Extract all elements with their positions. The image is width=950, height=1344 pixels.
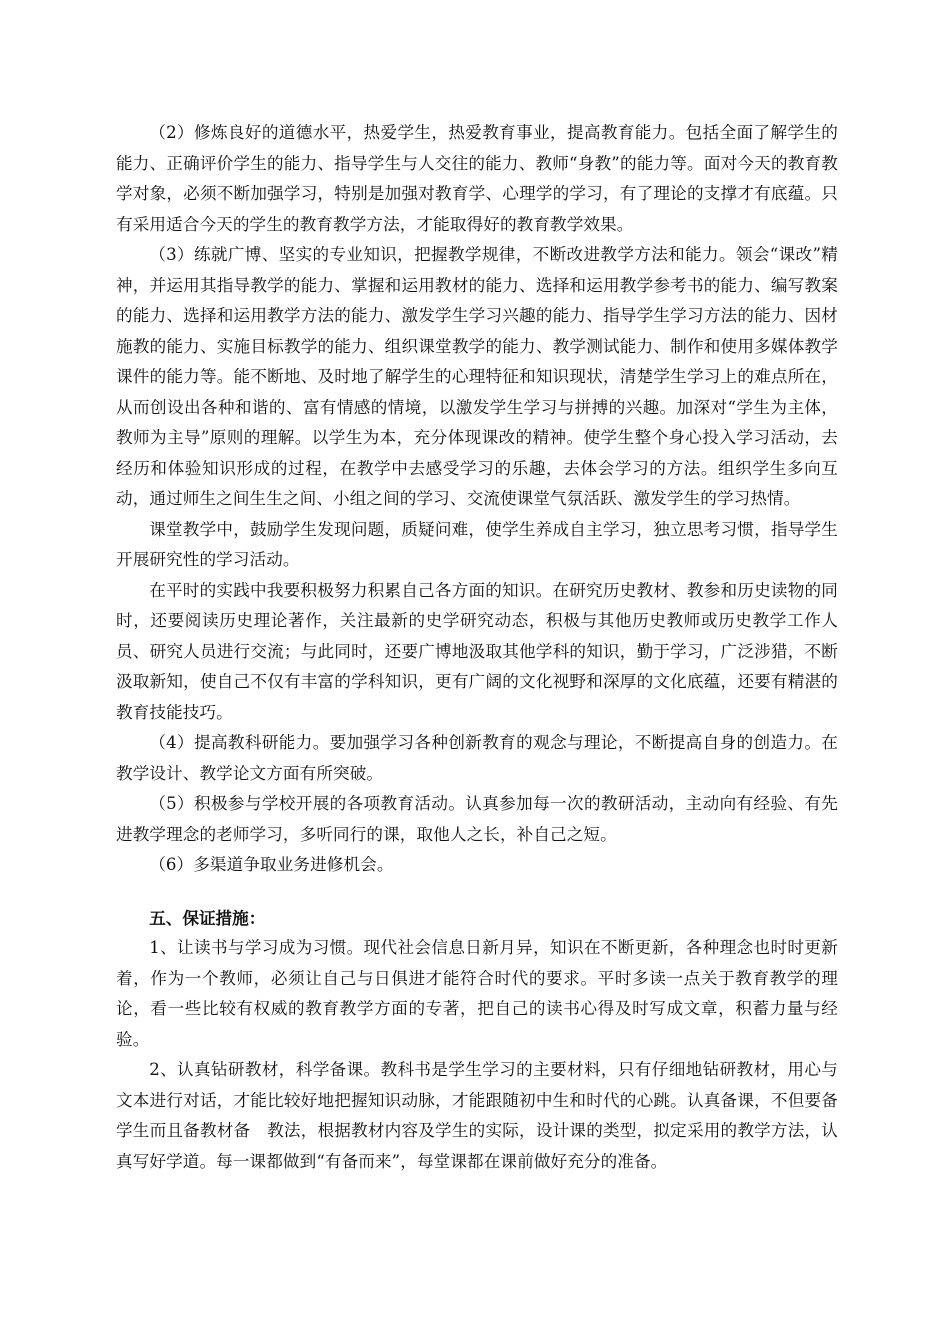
paragraph-ability-2: （2）修炼良好的道德水平，热爱学生，热爱教育事业，提高教育能力。包括全面了解学生的能力、正确评价学生的能力、指导学生与人交往的能力、教师“身教”的能力等。面对今天的教育教学对象，必须不断加强学习，特别是加强对教育学、心理学的学习，有了理论的支撑才有底蕴。只有采用适合今天的学生的教育教学方法，才能取得好的教育教学效果。: [116, 123, 838, 234]
paragraph-ability-6: （6）多渠道争取业务进修机会。: [149, 855, 394, 874]
paragraph-ability-3: （3）练就广博、坚实的专业知识，把握教学规律，不断改进教学方法和能力。领会“课改”精神，并运用其指导教学的能力、掌握和运用教材的能力、选择和运用教学参考书的能力、编写教案的能力、选择和运用教学方法的能力、激发学生学习兴趣的能力、指导学生学习方法的能力、因材施教的能力、实施目标教学的能力、组织课堂教学的能力、教学测试能力、制作和使用多媒体教学课件的能力等。能不断地、及时地了解学生的心理特征和知识现状，清楚学生学习上的难点所在，从而创设出各种和谐的、富有情感的情境，以激发学生学习与拼搏的兴趣。加深对“学生为主体，教师为主导”原则的理解。以学生为本，充分体现课改的精神。使学生整个身心投入学习活动，去经历和体验知识形成的过程，在教学中去感受学习的乐趣，去体会学习的方法。组织学生多向互动，通过师生之间生生之间、小组之间的学习、交流使课堂气氛活跃、激发学生的学习热情。: [116, 245, 838, 508]
document-page: [116, 118, 838, 1177]
paragraph-daily-practice: 在平时的实践中我要积极努力积累自己各方面的知识。在研究历史教材、教参和历史读物的同时，还要阅读历史理论著作，关注最新的史学研究动态，积极与其他历史教师或历史教学工作人员、研究人员进行交流；与此同时，还要广博地汲取其他学科的知识，勤于学习，广泛涉猎，不断汲取新知，使自己不仅有丰富的学科知识，更有广阔的文化视野和深厚的文化底蕴，还要有精湛的教育技能技巧。: [116, 580, 838, 722]
paragraph-ability-5: （5）积极参与学校开展的各项教育活动。认真参加每一次的教研活动，主动向有经验、有先进教学理念的老师学习，多听同行的课，取他人之长，补自己之短。: [116, 794, 838, 844]
paragraph-ability-4: （4）提高教科研能力。要加强学习各种创新教育的观念与理论，不断提高自身的创造力。在教学设计、教学论文方面有所突破。: [116, 733, 838, 783]
paragraph-measure-1: 1、让读书与学习成为习惯。现代社会信息日新月异，知识在不断更新，各种理念也时时更新着，作为一个教师，必须让自己与日俱进才能符合时代的要求。平时多读一点关于教育教学的理论，看一些比较有权威的教育教学方面的专著，把自己的读书心得及时写成文章，积蓄力量与经验。: [116, 938, 838, 1049]
section-heading-guarantee: 五、保证措施：: [149, 907, 266, 928]
paragraph-measure-2: 2、认真钻研教材，科学备课。教科书是学生学习的主要材料，只有仔细地钻研教材，用心与文本进行对话，才能比较好地把握知识动脉，才能跟随初中生和时代的心跳。认真备课，不但要备学生而且备教材备 教法，根据教材内容及学生的实际，设计课的类型，拟定采用的教学方法，认真写好学道。每一课都做到“有备而来”，每堂课都在课前做好充分的准备。: [116, 1060, 838, 1171]
paragraph-classroom-teaching: 课堂教学中，鼓励学生发现问题，质疑问难，使学生养成自主学习，独立思考习惯，指导学生开展研究性的学习活动。: [116, 519, 838, 569]
